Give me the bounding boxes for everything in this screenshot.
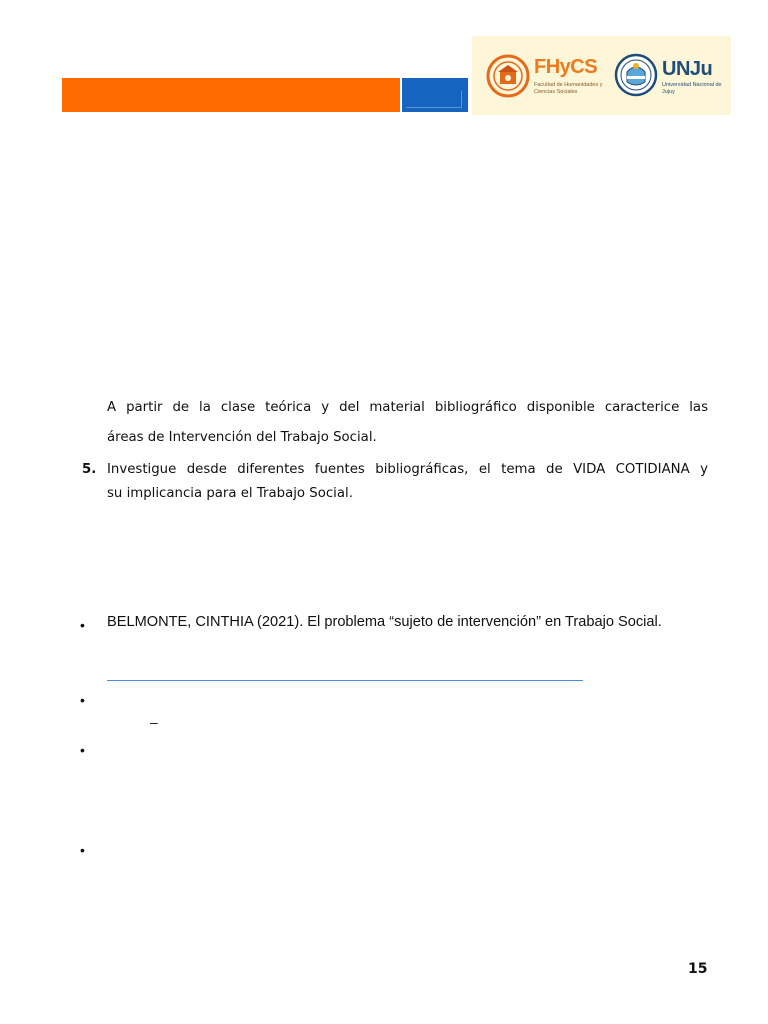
bullet-icon: • — [80, 842, 85, 858]
reference-item: BELMONTE, CINTHIA (2021). El problema “sujeto de intervención” en Trabajo Social. — [107, 614, 662, 630]
header-bar-orange — [62, 78, 400, 112]
list-item-number: 5. — [82, 462, 97, 477]
unju-seal-icon — [614, 52, 658, 103]
list-item-line: Investigue desde diferentes fuentes bibliográficas, el tema de VIDA COTIDIANA y — [107, 462, 708, 477]
fhycs-logo-subtitle: Facultad de Humanidades y Ciencias Sociales — [534, 82, 603, 95]
intro-paragraph — [107, 393, 708, 453]
unju-logo-text: UNJu — [662, 58, 713, 80]
bullet-icon: • — [80, 617, 85, 633]
reference-link-underline[interactable] — [107, 680, 583, 681]
fhycs-seal-icon — [486, 54, 530, 103]
list-item-line: su implicancia para el Trabajo Social. — [107, 486, 353, 501]
intro-line: A partir de la clase teórica y del material bibliográfico disponible caracterice las — [107, 400, 708, 415]
reference-dash: – — [150, 714, 158, 730]
unju-logo-subtitle: Universidad Nacional de Jujuy — [662, 82, 722, 95]
intro-line: áreas de Intervención del Trabajo Social. — [107, 430, 377, 445]
logo-banner — [472, 36, 731, 115]
bullet-icon: • — [80, 692, 85, 708]
bullet-icon: • — [80, 742, 85, 758]
fhycs-logo-text: FHyCS — [534, 56, 598, 78]
header-bar-blue — [402, 78, 468, 112]
page-number: 15 — [688, 961, 708, 977]
